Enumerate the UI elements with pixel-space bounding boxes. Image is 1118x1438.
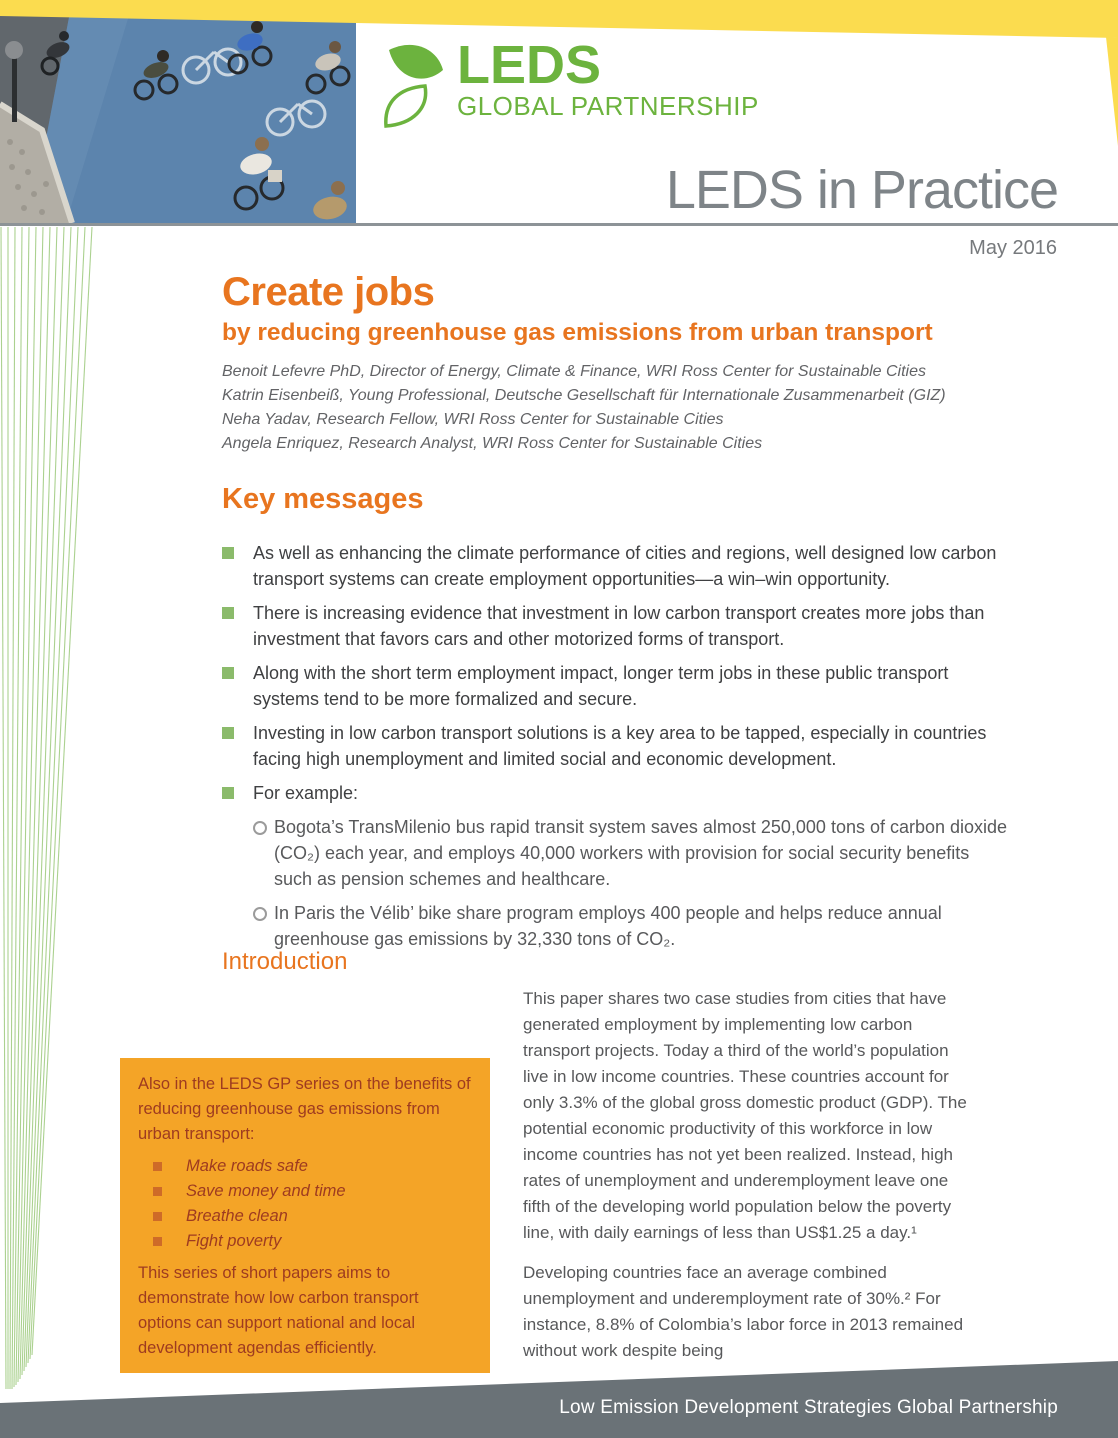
- logo-subtitle: GLOBAL PARTNERSHIP: [457, 91, 759, 121]
- page-subtitle: by reducing greenhouse gas emissions from urban transport: [222, 319, 933, 346]
- introduction-heading: Introduction: [222, 948, 348, 975]
- series-box-outro: This series of short papers aims to demonstrate how low carbon transport options can support national and local development agendas efficiently.: [138, 1264, 419, 1357]
- list-item: [222, 660, 1012, 712]
- list-item: [138, 1229, 472, 1254]
- introduction-body: [138, 986, 978, 1364]
- leaf-icon: [383, 40, 447, 132]
- masthead-title: LEDS in Practice: [665, 160, 1058, 220]
- series-box-list: [138, 1154, 472, 1254]
- key-message-text: There is increasing evidence that investment in low carbon transport creates more jobs than investment that favors cars and other motorized forms of transport.: [253, 603, 985, 649]
- key-messages-heading: Key messages: [222, 483, 424, 515]
- leds-logo: [383, 35, 759, 132]
- bullet-square-icon: [222, 667, 234, 679]
- series-callout-box: [120, 1058, 490, 1373]
- introduction-section: [138, 948, 978, 1378]
- key-message-text: Along with the short term employment impact, longer term jobs in these public transport systems tend to be more formalized and secure.: [253, 663, 949, 709]
- page-title: Create jobs: [222, 270, 435, 314]
- example-text: Bogota’s TransMilenio bus rapid transit system saves almost 250,000 tons of carbon dioxide (CO₂) each year, and employs 40,000 workers with provision for social security benefits such as pension schemes and healthcare.: [274, 817, 1008, 889]
- key-message-text: For example:: [253, 783, 359, 803]
- green-fan-lines-decoration: [0, 227, 108, 1395]
- key-message-text: As well as enhancing the climate performance of cities and regions, well designed low carbon transport systems can create employment opportunities—a win–win opportunity.: [253, 543, 997, 589]
- series-item-text: Breathe clean: [186, 1207, 288, 1225]
- key-message-text: Investing in low carbon transport solutions is a key area to be tapped, especially in countries facing high unemployment and limited social and economic development.: [253, 723, 987, 769]
- bullet-square-icon: [222, 607, 234, 619]
- bullet-square-icon: [222, 727, 234, 739]
- bullet-square-icon: [153, 1237, 162, 1246]
- list-item: [138, 1154, 472, 1179]
- logo-title: LEDS: [457, 35, 602, 95]
- examples-list: [222, 814, 1012, 952]
- author-line: Angela Enriquez, Research Analyst, WRI Ross Center for Sustainable Cities: [222, 435, 763, 452]
- introduction-paragraph: Developing countries face an average combined unemployment and underemployment rate of 30%.² For instance, 8.8% of Colombia’s labor force in 2013 remained without work despite being: [523, 1263, 964, 1360]
- key-messages-list: [222, 540, 1012, 806]
- author-line: Neha Yadav, Research Fellow, WRI Ross Center for Sustainable Cities: [222, 411, 724, 428]
- author-line: Benoit Lefevre PhD, Director of Energy, Climate & Finance, WRI Ross Center for Sustainable Cities: [222, 363, 926, 380]
- series-item-text: Save money and time: [186, 1182, 346, 1200]
- bullet-square-icon: [153, 1187, 162, 1196]
- series-item-text: Fight poverty: [186, 1232, 282, 1250]
- title-block: [222, 270, 1058, 456]
- author-list: [222, 360, 1058, 456]
- list-item: [253, 900, 1012, 952]
- issue-date: May 2016: [969, 237, 1057, 259]
- list-item: [222, 720, 1012, 772]
- introduction-paragraph: This paper shares two case studies from cities that have generated employment by implementing low carbon transport projects. Today a third of the world’s population live in low income countries. These countries account for only 3.3% of the global gross domestic product (GDP). The potential economic productivity of this workforce in low income countries has not yet been realized. Instead, high rates of unemployment and underemployment leave one fifth of the developing world population below the poverty line, with daily earnings of less than US$1.25 a day.¹: [523, 989, 967, 1242]
- list-item: [253, 814, 1012, 892]
- footer-band: [0, 1350, 1118, 1438]
- series-item-text: Make roads safe: [186, 1157, 308, 1175]
- list-item: [138, 1179, 472, 1204]
- key-messages-section: [222, 482, 1012, 960]
- list-item: [222, 540, 1012, 592]
- list-item: [222, 780, 1012, 806]
- list-item: [138, 1204, 472, 1229]
- bullet-circle-icon: [253, 907, 267, 921]
- bullet-square-icon: [222, 787, 234, 799]
- bullet-square-icon: [222, 547, 234, 559]
- footer-text: Low Emission Development Strategies Global Partnership: [559, 1397, 1058, 1418]
- bullet-square-icon: [153, 1162, 162, 1171]
- series-box-intro: Also in the LEDS GP series on the benefits of reducing greenhouse gas emissions from urban transport:: [138, 1075, 471, 1143]
- bullet-square-icon: [153, 1212, 162, 1221]
- header-rule: [0, 223, 1118, 226]
- bullet-circle-icon: [253, 821, 267, 835]
- author-line: Katrin Eisenbeiß, Young Professional, Deutsche Gesellschaft für Internationale Zusammenarbeit (GIZ): [222, 387, 946, 404]
- list-item: [222, 600, 1012, 652]
- example-text: In Paris the Vélib’ bike share program employs 400 people and helps reduce annual greenhouse gas emissions by 32,330 tons of CO₂.: [274, 903, 942, 949]
